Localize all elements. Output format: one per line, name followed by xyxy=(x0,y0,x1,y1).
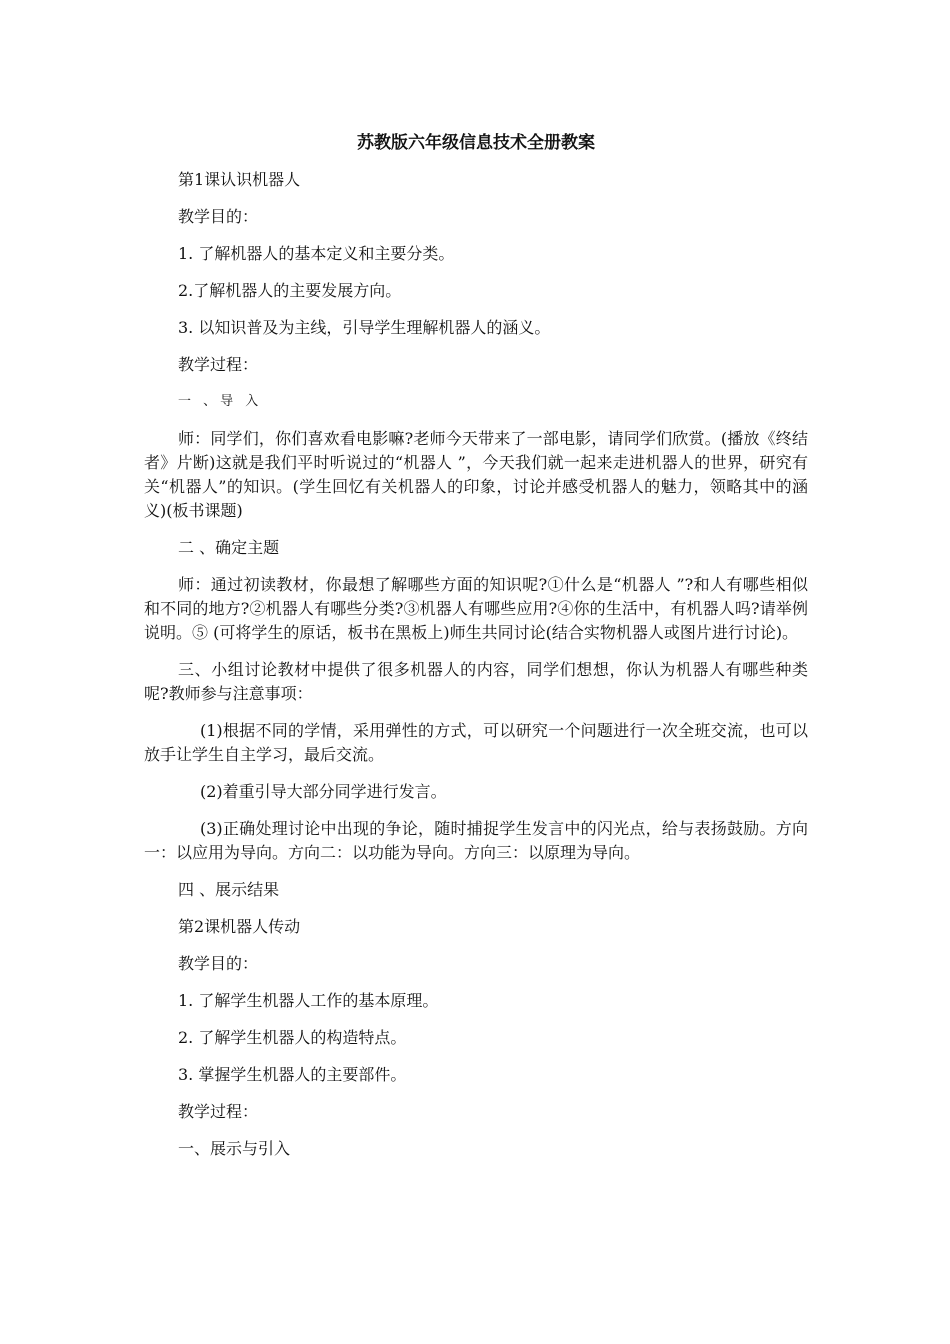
lesson-1-heading: 第1课认识机器人 xyxy=(178,170,301,189)
note-item: (2)着重引导大部分同学进行发言。 xyxy=(200,782,447,801)
teaching-goals-heading: 教学目的： xyxy=(178,954,259,973)
body-paragraph: 师：同学们，你们喜欢看电影嘛?老师今天带来了一部电影，请同学们欣赏。(播放《终结者》片断)这就是我们平时听说过的“机器人 ”，今天我们就一起来走进机器人的世界，研究有关“机器人”的知识。(学生回忆有关机器人的印象，讨论并感受机器人的魅力，领略其中的涵义)(板书课题) xyxy=(144,429,808,520)
document-title: 苏教版六年级信息技术全册教案 xyxy=(357,133,595,153)
teaching-process-heading: 教学过程： xyxy=(178,1102,259,1121)
section-heading: 一、展示与引入 xyxy=(178,1139,291,1158)
goal-item: 3. 掌握学生机器人的主要部件。 xyxy=(178,1065,407,1084)
teaching-process-heading: 教学过程： xyxy=(178,355,259,374)
goal-item: 2.了解机器人的主要发展方向。 xyxy=(178,281,402,300)
goal-item: 1. 了解学生机器人工作的基本原理。 xyxy=(178,991,439,1010)
note-item: (1)根据不同的学情，采用弹性的方式，可以研究一个问题进行一次全班交流，也可以放手让学生自主学习，最后交流。 xyxy=(144,721,808,764)
teaching-goals-heading: 教学目的： xyxy=(178,207,259,226)
body-paragraph: 师：通过初读教材，你最想了解哪些方面的知识呢?①什么是“机器人 ”?和人有哪些相似和不同的地方?②机器人有哪些分类?③机器人有哪些应用?④你的生活中，有机器人吗?请举例说明。⑤ (可将学生的原话，板书在黑板上)师生共同讨论(结合实物机器人或图片进行讨论)。 xyxy=(144,575,808,642)
section-heading: 四 、展示结果 xyxy=(178,880,280,899)
goal-item: 1. 了解机器人的基本定义和主要分类。 xyxy=(178,244,455,263)
goal-item: 2. 了解学生机器人的构造特点。 xyxy=(178,1028,407,1047)
body-paragraph: 三、小组讨论教材中提供了很多机器人的内容，同学们想想，你认为机器人有哪些种类呢?教师参与注意事项： xyxy=(144,660,808,703)
goal-item: 3. 以知识普及为主线，引导学生理解机器人的涵义。 xyxy=(178,318,551,337)
section-heading: 一 、导 入 xyxy=(178,394,263,409)
note-item: (3)正确处理讨论中出现的争论，随时捕捉学生发言中的闪光点，给与表扬鼓励。方向一：以应用为导向。方向二：以功能为导向。方向三：以原理为导向。 xyxy=(144,819,808,862)
document-body xyxy=(144,131,808,1174)
section-heading: 二 、确定主题 xyxy=(178,538,280,557)
lesson-2-heading: 第2课机器人传动 xyxy=(178,917,301,936)
